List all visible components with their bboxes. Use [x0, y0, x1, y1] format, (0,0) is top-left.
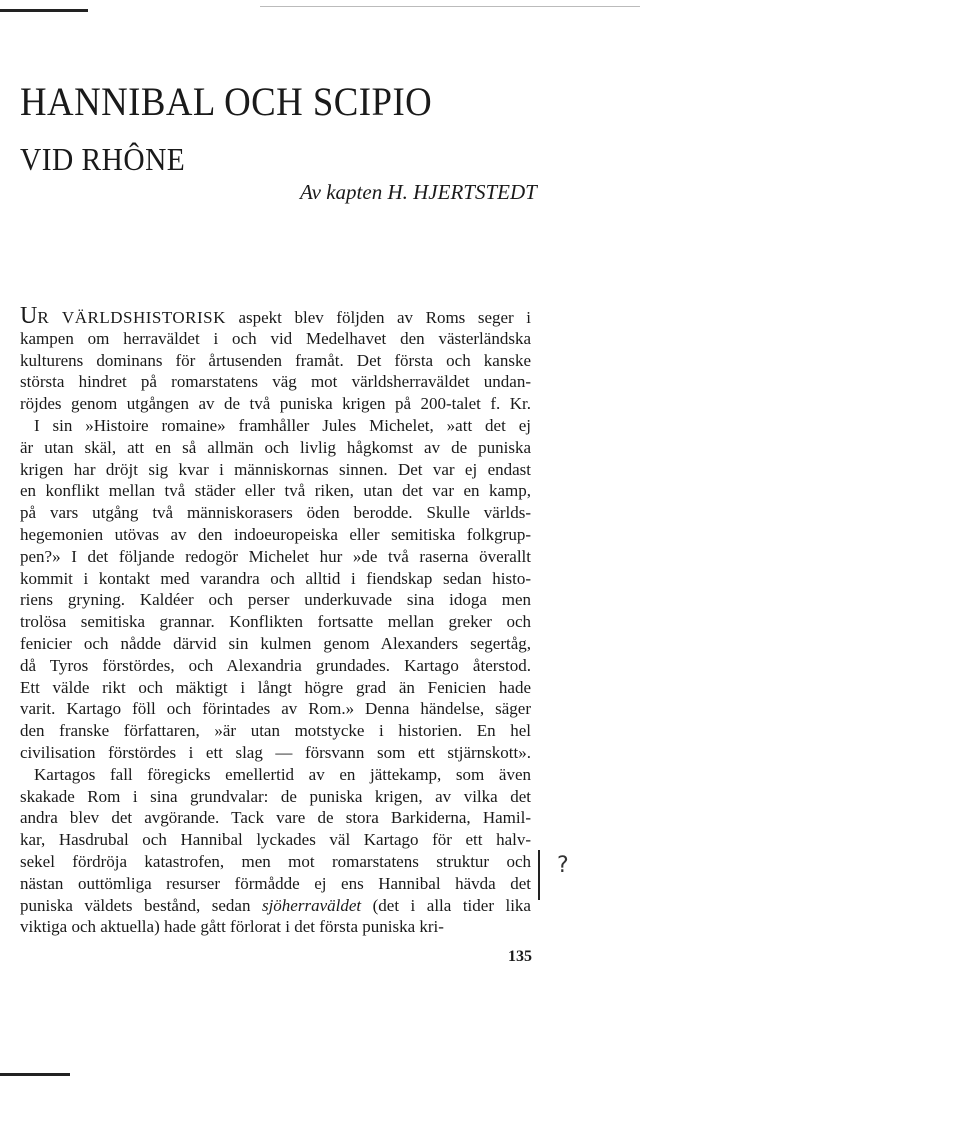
body-line: största hindret på romarstatens väg mot världsherraväldet undan-: [20, 372, 531, 392]
body-line-first: [20, 303, 531, 329]
body-line: nästan outtömliga resurser förmådde ej ens Hannibal hävda det: [20, 873, 531, 893]
body-line: kampen om herraväldet i och vid Medelhavet den västerländska: [20, 328, 531, 348]
body-line: kar, Hasdrubal och Hannibal lyckades väl Kartago för ett halv-: [20, 830, 531, 850]
body-line: civilisation förstördes i ett slag — försvann som ett stjärnskott».: [20, 742, 531, 762]
body-line: varit. Kartago föll och förintades av Rom.» Denna händelse, säger: [20, 699, 531, 719]
body-line: krigen har dröjt sig kvar i människornas sinnen. Det var ej endast: [20, 459, 531, 479]
body-line: fenicier och nådde därvid sin kulmen genom Alexanders segertåg,: [20, 633, 531, 653]
body-line: sekel fördröja katastrofen, men mot romarstatens struktur och: [20, 851, 531, 871]
article-subtitle: VID RHÔNE: [20, 141, 186, 177]
first-line-text: aspekt blev följden av Roms seger i: [225, 308, 531, 327]
body-line: I sin »Histoire romaine» framhåller Jules Michelet, »att det ej: [34, 415, 531, 435]
body-line: kulturens dominans för årtusenden framåt. Det första och kanske: [20, 350, 531, 370]
body-line-italic: [20, 895, 531, 917]
scan-artifact-top-left: [0, 9, 88, 12]
drop-cap: U: [20, 303, 38, 329]
margin-mark-bar: [538, 850, 540, 900]
scan-artifact-bottom-left: [0, 1073, 70, 1076]
article-title: HANNIBAL OCH SCIPIO: [20, 79, 433, 124]
body-line: riens gryning. Kaldéer och perser underkuvade sina idoga men: [20, 590, 531, 610]
body-line: hegemonien utövas av den indoeuropeiska eller semitiska folkgrup-: [20, 524, 531, 544]
body-line: skakade Rom i sina grundvalar: de puniska krigen, av vilka det: [20, 786, 531, 806]
body-line: trolösa semitiska grannar. Konflikten fortsatte mellan greker och: [20, 612, 531, 632]
body-line: pen?» I det följande redogör Michelet hur »de två raserna överallt: [20, 546, 531, 566]
body-line: Kartagos fall föregicks emellertid av en jättekamp, som även: [34, 764, 531, 784]
body-line: Ett välde rikt och mäktigt i långt högre grad än Fenicien hade: [20, 677, 531, 697]
scan-artifact-top-rule: [260, 6, 640, 7]
body-line: en konflikt mellan två städer eller två riken, utan det var en kamp,: [20, 481, 531, 501]
body-line: röjdes genom utgången av de två puniska krigen på 200-talet f. Kr.: [20, 394, 531, 414]
margin-question-mark: ?: [557, 853, 569, 878]
body-line: på vars utgång två människorasers öden berodde. Skulle världs-: [20, 503, 531, 523]
body-line: kommit i kontakt med varandra och alltid i fiendskap sedan histo-: [20, 568, 531, 588]
body-line: den franske författaren, »är utan motstycke i historien. En hel: [20, 721, 531, 741]
body-line: andra blev det avgörande. Tack vare de stora Barkiderna, Hamil-: [20, 808, 531, 828]
article-byline: Av kapten H. HJERTSTEDT: [300, 180, 537, 204]
body-line: är utan skäl, att en så allmän och livlig hågkomst av de puniska: [20, 437, 531, 457]
opening-caps: R VÄRLDSHISTORISK: [37, 308, 226, 327]
article-body: [20, 303, 531, 938]
italic-phrase: sjöherraväldet: [261, 895, 362, 915]
body-line-last: viktiga och aktuella) hade gått förlorat i det första puniska kri-: [20, 917, 444, 937]
line-text: (det i alla tider lika: [361, 895, 531, 915]
page-number: 135: [508, 948, 532, 965]
line-text: puniska väldets bestånd, sedan: [20, 895, 262, 915]
body-line: då Tyros förstördes, och Alexandria grundades. Kartago återstod.: [20, 655, 531, 675]
